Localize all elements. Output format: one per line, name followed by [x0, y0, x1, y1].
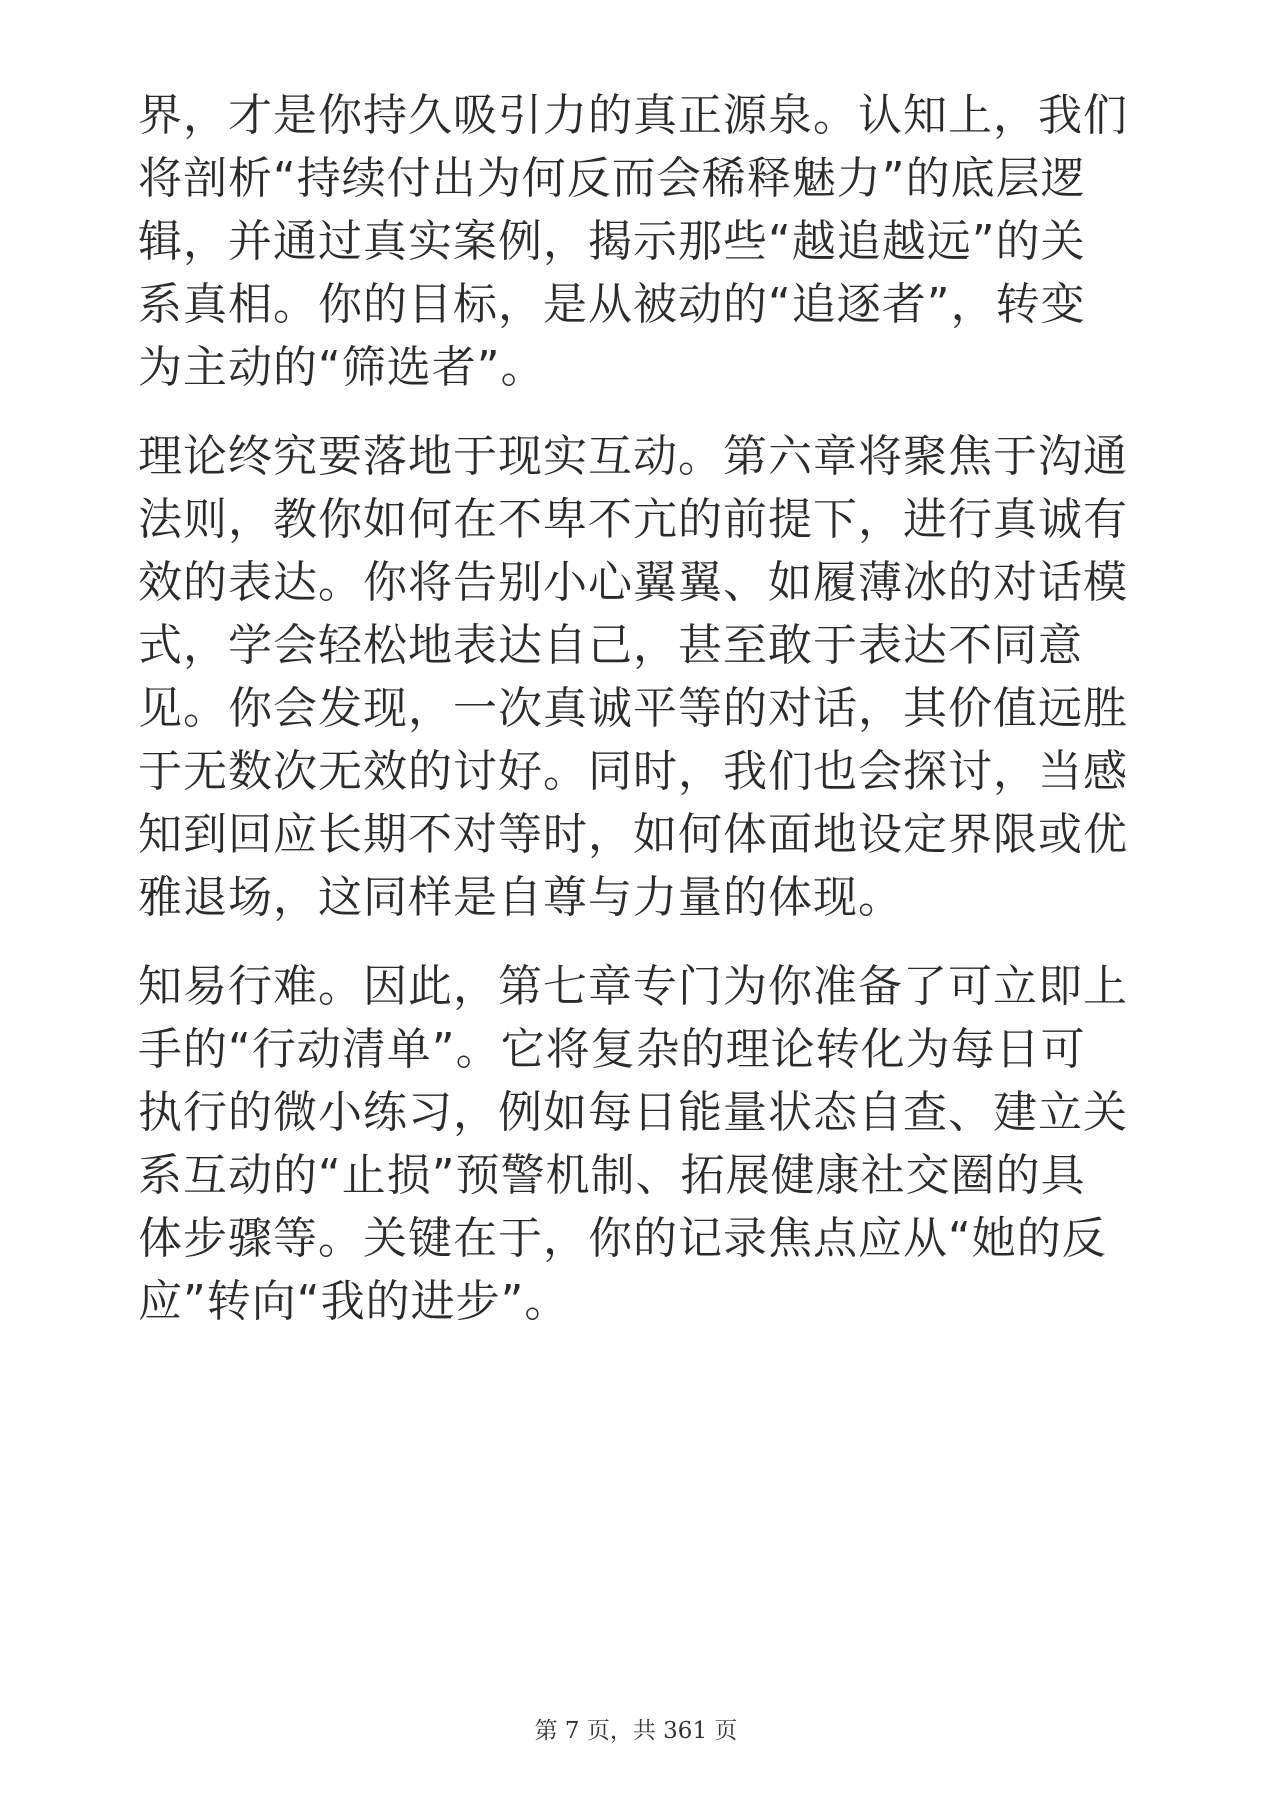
body-text — [138, 84, 1138, 1359]
text-line: 执行的微小练习，例如每日能量状态自查、建立关 — [138, 1087, 1128, 1138]
text-line: 于无数次无效的讨好。同时，我们也会探讨，当感 — [138, 746, 1128, 797]
text-line: 体步骤等。关键在于，你的记录焦点应从“她的反 — [138, 1213, 1107, 1264]
paragraph-3 — [138, 955, 1138, 1333]
paragraph-2 — [138, 425, 1138, 929]
text-line: 见。你会发现，一次真诚平等的对话，其价值远胜 — [138, 683, 1128, 734]
page-number-footer: 第 7 页，共 361 页 — [534, 1718, 738, 1744]
text-line: 法则，教你如何在不卑不亢的前提下，进行真诚有 — [138, 494, 1128, 545]
text-line: 界，才是你持久吸引力的真正源泉。认知上，我们 — [138, 90, 1128, 141]
text-line: 系真相。你的目标，是从被动的“追逐者”，转变 — [138, 279, 1086, 330]
text-line: 雅退场，这同样是自尊与力量的体现。 — [138, 872, 903, 923]
text-line: 辑，并通过真实案例，揭示那些“越追越远”的关 — [138, 216, 1086, 267]
text-line: 手的“行动清单”。它将复杂的理论转化为每日可 — [138, 1024, 1086, 1075]
text-line: 系互动的“止损”预警机制、拓展健康社交圈的具 — [138, 1150, 1086, 1201]
text-line: 理论终究要落地于现实互动。第六章将聚焦于沟通 — [138, 431, 1128, 482]
text-line: 式，学会轻松地表达自己，甚至敢于表达不同意 — [138, 620, 1083, 671]
paragraph-1 — [138, 84, 1138, 399]
text-line: 应”转向“我的进步”。 — [138, 1276, 570, 1327]
text-line: 效的表达。你将告别小心翼翼、如履薄冰的对话模 — [138, 557, 1128, 608]
text-line: 为主动的“筛选者”。 — [138, 342, 546, 393]
text-line: 将剖析“持续付出为何反而会稀释魅力”的底层逻 — [138, 153, 1086, 204]
text-line: 知易行难。因此，第七章专门为你准备了可立即上 — [138, 961, 1128, 1012]
text-line: 知到回应长期不对等时，如何体面地设定界限或优 — [138, 809, 1128, 860]
